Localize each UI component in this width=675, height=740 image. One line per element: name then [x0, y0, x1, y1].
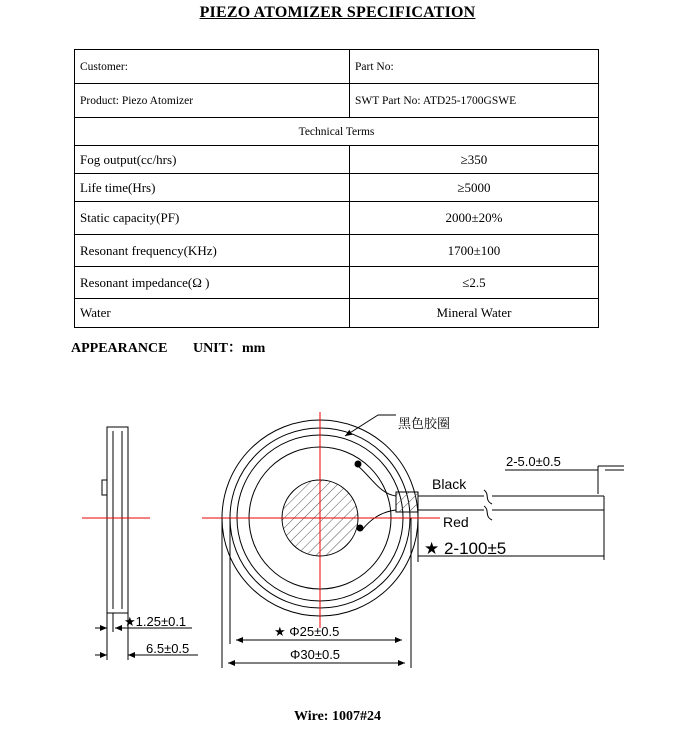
- spec-label: Fog output(cc/hrs): [75, 146, 350, 174]
- spec-value: ≤2.5: [350, 267, 599, 299]
- spec-label: Resonant frequency(KHz): [75, 235, 350, 267]
- spec-table: [74, 49, 599, 328]
- unit-label: UNIT：mm: [192, 341, 266, 356]
- table-row: [75, 235, 599, 267]
- appearance-heading: [71, 337, 265, 357]
- product-cell: Product: Piezo Atomizer: [75, 84, 350, 118]
- technical-terms-heading: Technical Terms: [75, 118, 599, 146]
- rubber-ring-label: 黑色胶圈: [398, 416, 451, 431]
- spec-label: Life time(Hrs): [75, 174, 350, 202]
- wire-spec: Wire: 1007#24: [294, 709, 381, 724]
- table-row: [75, 202, 599, 235]
- spec-value: ≥350: [350, 146, 599, 174]
- appearance-label: APPEARANCE: [71, 341, 168, 356]
- table-row: [75, 299, 599, 328]
- inner-diameter-dim: ★ Φ25±0.5: [274, 624, 340, 639]
- spec-value: 1700±100: [350, 235, 599, 267]
- table-row: [75, 146, 599, 174]
- spec-label: Static capacity(PF): [75, 202, 350, 235]
- swt-part-no-cell: SWT Part No: ATD25-1700GSWE: [350, 84, 599, 118]
- black-wire-label: Black: [432, 476, 467, 492]
- lead-spacing-dim: 2-5.0±0.5: [506, 454, 561, 469]
- spec-value: ≥5000: [350, 174, 599, 202]
- table-row: [75, 267, 599, 299]
- wire-length-dim: ★ 2-100±5: [424, 539, 507, 558]
- outer-diameter-dim: Φ30±0.5: [290, 647, 341, 662]
- spec-value: 2000±20%: [350, 202, 599, 235]
- appearance-drawing: [0, 360, 675, 700]
- spec-label: Water: [75, 299, 350, 328]
- part-no-cell: Part No:: [350, 50, 599, 84]
- customer-cell: Customer:: [75, 50, 350, 84]
- spec-label: Resonant impedance(Ω ): [75, 267, 350, 299]
- thickness-dim: ★1.25±0.1: [124, 614, 187, 629]
- spec-value: Mineral Water: [350, 299, 599, 328]
- page-title: PIEZO ATOMIZER SPECIFICATION: [199, 4, 476, 21]
- side-width-dim: 6.5±0.5: [146, 641, 190, 656]
- red-wire-label: Red: [443, 514, 469, 530]
- table-row: [75, 174, 599, 202]
